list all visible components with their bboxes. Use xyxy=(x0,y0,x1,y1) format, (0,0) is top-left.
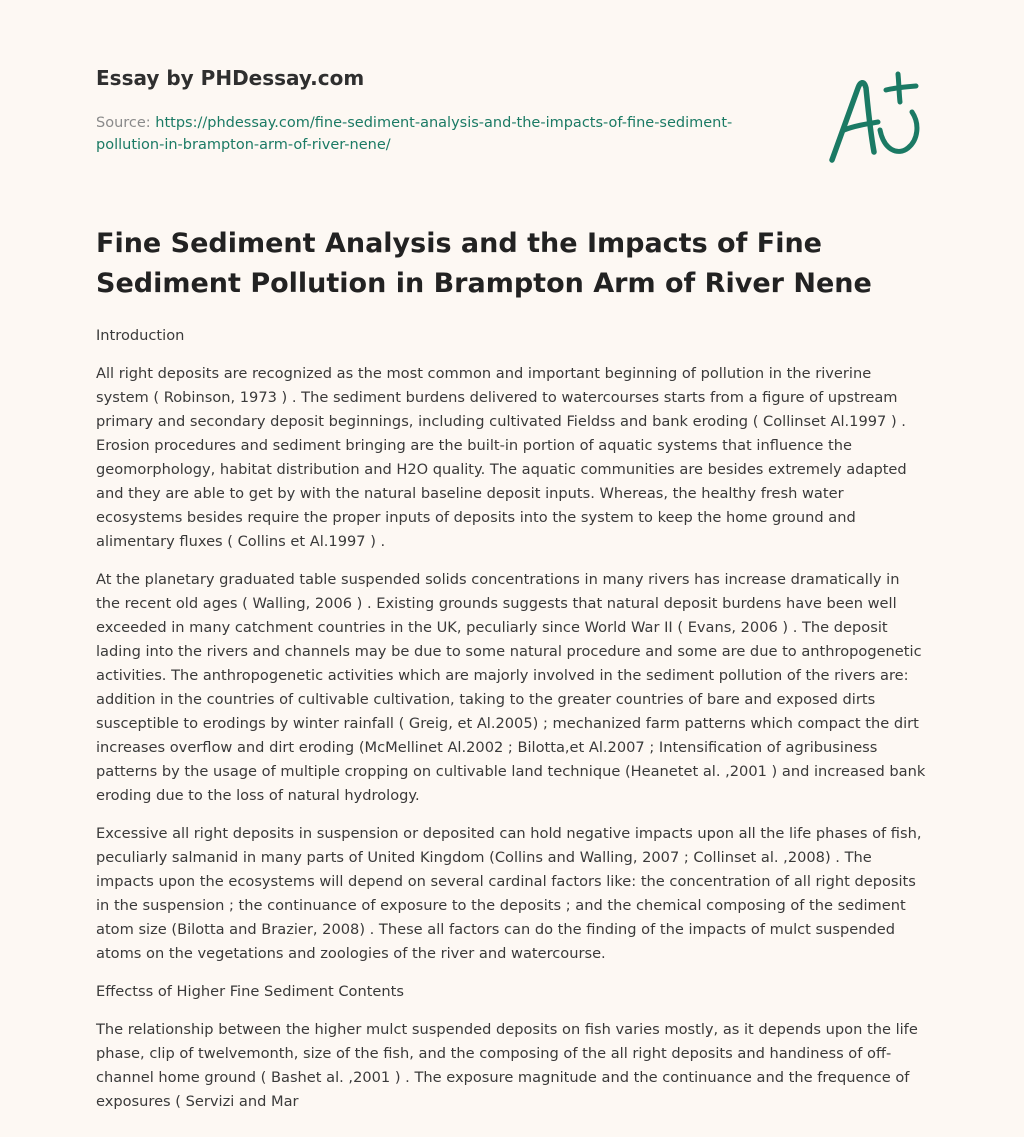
site-name: Essay by PHDessay.com xyxy=(96,66,365,90)
paragraph-4: The relationship between the higher mulct suspended deposits on fish varies mostly, as it depends upon the life phase, clip of twelvemonth, size of the fish, and the composing of the all right deposits and handiness of off-channel home ground ( Bashet al. ,2001 ) . The exposure magnitude and the continuance and the frequence of exposures ( Servizi and Mar xyxy=(96,1021,918,1110)
a-plus-logo-icon xyxy=(824,68,934,168)
paragraph-2: At the planetary graduated table suspended solids concentrations in many rivers has increase dramatically in the recent old ages ( Walling, 2006 ) . Existing grounds suggests that natural deposit burdens have been well exceeded in many catchment countries in the UK, peculiarly since World War II ( Evans, 2006 ) . The deposit lading into the rivers and channels may be due to some natural procedure and some are due to anthropogenetic activities. The anthropogenetic activities which are majorly involved in the sediment pollution of the rivers are: addition in the countries of cultivable cultivation, taking to the greater countries of bare and exposed dirts susceptible to erodings by winter rainfall ( Greig, et Al.2005) ; mechanized farm patterns which compact the dirt increases overflow and dirt eroding (McMellinet Al.2002 ; Bilotta,et Al.2007 ; Intensification of agribusiness patterns by the usage of multiple cropping on cultivable land technique (Heanetet al. ,2001 ) and increased bank eroding due to the loss of natural hydrology. xyxy=(96,571,926,804)
section-heading-effects: Effectss of Higher Fine Sediment Contents xyxy=(96,983,404,1000)
source-line xyxy=(96,112,796,156)
paragraph-1: All right deposits are recognized as the most common and important beginning of pollution in the riverine system ( Robinson, 1973 ) . The sediment burdens delivered to watercourses starts from a figure of upstream primary and secondary deposit beginnings, including cultivated Fieldss and bank eroding ( Collinset Al.1997 ) . Erosion procedures and sediment bringing are the built-in portion of aquatic systems that influence the geomorphology, habitat distribution and H2O quality. The aquatic communities are besides extremely adapted and they are able to get by with the natural baseline deposit inputs. Whereas, the healthy fresh water ecosystems besides require the proper inputs of deposits into the system to keep the home ground and alimentary fluxes ( Collins et Al.1997 ) . xyxy=(96,365,907,550)
paragraph-3: Excessive all right deposits in suspension or deposited can hold negative impacts upon all the life phases of fish, peculiarly salmanid in many parts of United Kingdom (Collins and Walling, 2007 ; Collinset al. ,2008) . The impacts upon the ecosystems will depend on several cardinal factors like: the concentration of all right deposits in the suspension ; the continuance of exposure to the deposits ; and the chemical composing of the sediment atom size (Bilotta and Brazier, 2008) . These all factors can do the finding of the impacts of mulct suspended atoms on the vegetations and zoologies of the river and watercourse. xyxy=(96,825,922,962)
source-link[interactable]: https://phdessay.com/fine-sediment-analysis-and-the-impacts-of-fine-sediment-pollution-in-brampton-arm-of-river-nene/ xyxy=(96,115,733,153)
source-label: Source: xyxy=(96,115,151,131)
essay-title: Fine Sediment Analysis and the Impacts of Fine Sediment Pollution in Brampton Arm of River Nene xyxy=(96,228,872,299)
section-heading-introduction: Introduction xyxy=(96,327,185,344)
essay-body xyxy=(96,324,928,1128)
